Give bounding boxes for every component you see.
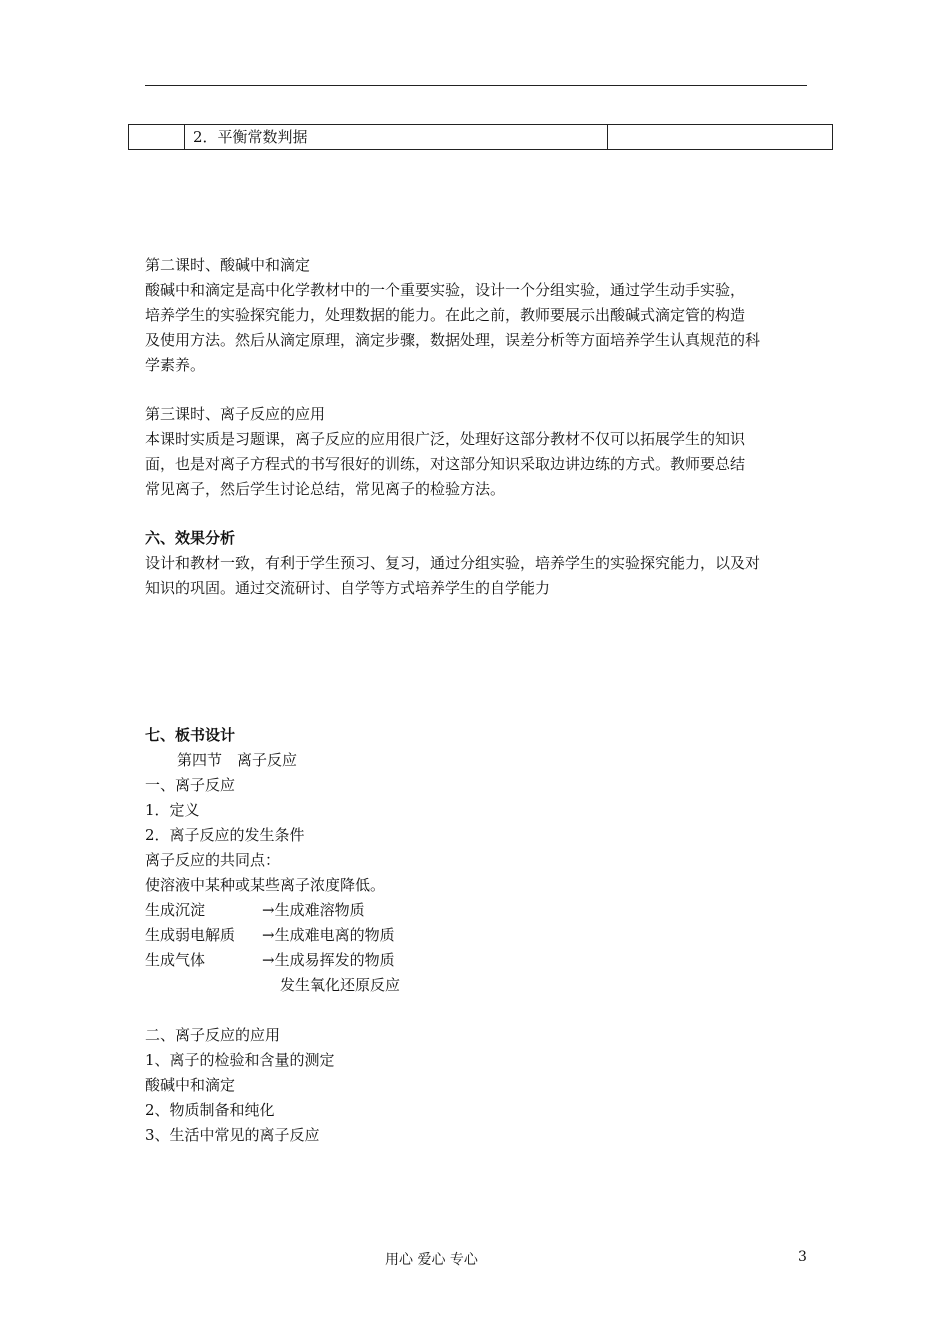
footer-motto: 用心 爱心 专心 (385, 1252, 478, 1268)
paragraph-line: 及使用方法。然后从滴定原理，滴定步骤，数据处理，误差分析等方面培养学生认真规范的科 (145, 331, 761, 349)
lesson2-section (145, 253, 810, 378)
list-item: 1．定义 (145, 801, 200, 819)
paragraph-line: 本课时实质是习题课，离子反应的应用很广泛，处理好这部分教材不仅可以拓展学生的知识 (145, 430, 746, 448)
paragraph-line: 培养学生的实验探究能力，处理数据的能力。在此之前，教师要展示出酸碱式滴定管的构造 (145, 306, 746, 324)
section6-heading: 六、效果分析 (145, 529, 236, 547)
table-row (129, 125, 833, 150)
table-cell-content: 2．平衡常数判据 (185, 125, 608, 150)
part2-title: 二、离子反应的应用 (145, 1026, 281, 1044)
section6 (145, 526, 810, 601)
paragraph-line: 酸碱中和滴定是高中化学教材中的一个重要实验，设计一个分组实验，通过学生动手实验， (145, 281, 746, 299)
condition-result: →生成易挥发的物质 (262, 951, 395, 969)
table-cell-empty (608, 125, 833, 150)
common-point-desc: 使溶液中某种或某些离子浓度降低。 (145, 876, 386, 894)
common-point: 离子反应的共同点： (145, 851, 281, 869)
list-item: 1、离子的检验和含量的测定 (145, 1051, 335, 1069)
condition-label: 生成气体 (145, 951, 206, 969)
condition-result: →生成难溶物质 (262, 901, 365, 919)
condition-row (145, 948, 810, 973)
list-item: 酸碱中和滴定 (145, 1076, 236, 1094)
page-number: 3 (798, 1249, 807, 1265)
list-item: 2．离子反应的发生条件 (145, 826, 305, 844)
condition-label: 生成弱电解质 (145, 926, 236, 944)
condition-row (145, 898, 810, 923)
lesson3-section (145, 402, 810, 502)
section7 (145, 723, 810, 1148)
paragraph-line: 学素养。 (145, 356, 206, 374)
table-cell-empty (129, 125, 185, 150)
table-fragment (128, 124, 833, 150)
part1-title: 一、离子反应 (145, 776, 236, 794)
paragraph-line: 面，也是对离子方程式的书写很好的训练，对这部分知识采取边讲边练的方式。教师要总结 (145, 455, 746, 473)
condition-label: 生成沉淀 (145, 901, 206, 919)
list-item: 3、生活中常见的离子反应 (145, 1126, 320, 1144)
paragraph-line: 设计和教材一致，有利于学生预习、复习，通过分组实验，培养学生的实验探究能力，以及对 (145, 554, 761, 572)
condition-result: →生成难电离的物质 (262, 926, 395, 944)
lesson2-title: 第二课时、酸碱中和滴定 (145, 256, 311, 274)
condition-row (145, 923, 810, 948)
blank-line (145, 998, 810, 1023)
list-item: 2、物质制备和纯化 (145, 1101, 275, 1119)
lesson3-title: 第三课时、离子反应的应用 (145, 405, 326, 423)
board-subtitle: 第四节 离子反应 (177, 751, 298, 769)
header-rule (145, 85, 807, 86)
paragraph-line: 知识的巩固。通过交流研讨、自学等方式培养学生的自学能力 (145, 579, 551, 597)
paragraph-line: 常见离子，然后学生讨论总结，常见离子的检验方法。 (145, 480, 506, 498)
section7-heading: 七、板书设计 (145, 726, 236, 744)
redox-condition: 发生氧化还原反应 (280, 976, 401, 994)
